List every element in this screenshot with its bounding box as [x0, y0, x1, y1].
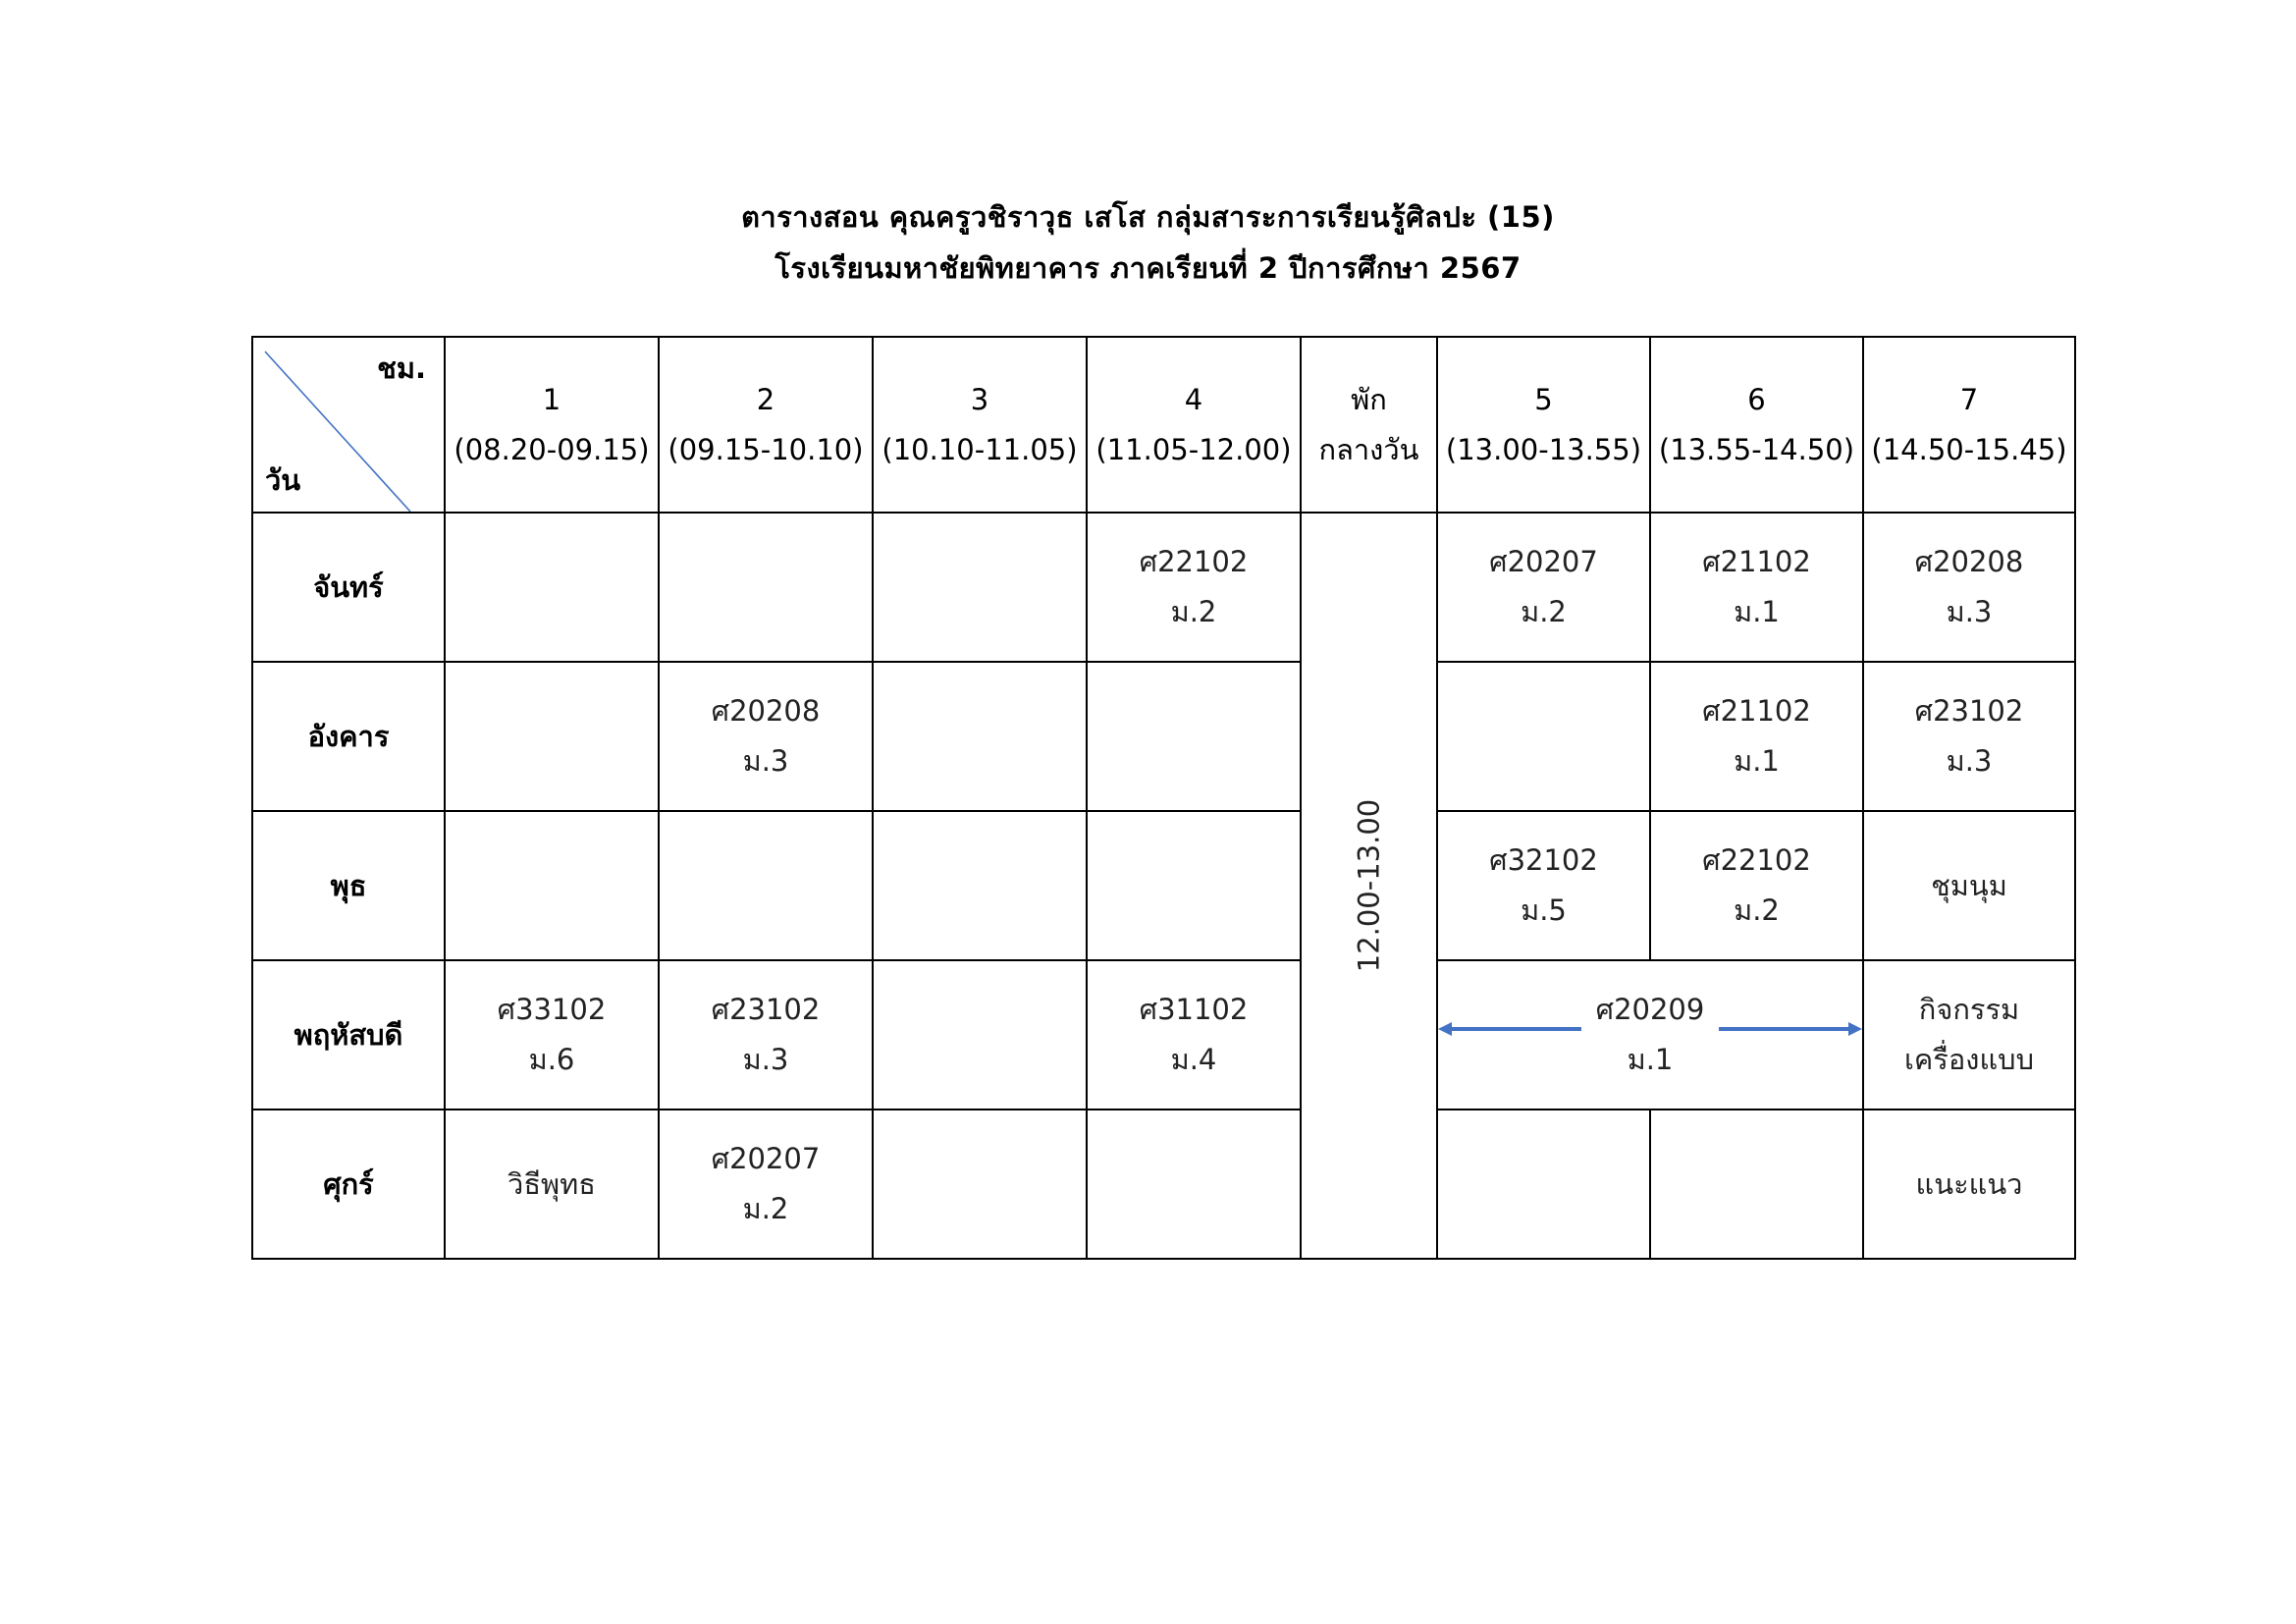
timetable — [251, 336, 2076, 1260]
left-arrow-icon — [1438, 1019, 1585, 1039]
slot-cell: วิธีพุทธ — [445, 1110, 659, 1259]
slot-cell — [659, 811, 873, 960]
right-arrow-icon — [1715, 1019, 1862, 1039]
period-header-lunch: พัก กลางวัน — [1301, 337, 1437, 513]
day-row-monday — [252, 513, 2075, 662]
slot-cell — [1087, 1110, 1301, 1259]
slot-cell: ศ23102 ม.3 — [1863, 662, 2075, 811]
lunch-break-cell — [1301, 513, 1437, 1259]
slot-cell: ศ32102 ม.5 — [1437, 811, 1650, 960]
slot-cell — [1437, 1110, 1650, 1259]
slot-cell: ศ33102 ม.6 — [445, 960, 659, 1110]
slot-cell — [1650, 1110, 1863, 1259]
period-header-3: 3 (10.10-11.05) — [873, 337, 1087, 513]
day-row-thursday — [252, 960, 2075, 1110]
slot-cell: ศ20207 ม.2 — [659, 1110, 873, 1259]
slot-cell: ศ20208 ม.3 — [1863, 513, 2075, 662]
slot-cell-double: ศ20209 ม.1 — [1437, 960, 1863, 1110]
slot-cell: ศ21102 ม.1 — [1650, 662, 1863, 811]
day-name: ศุกร์ — [252, 1110, 445, 1259]
slot-cell: ชุมนุม — [1863, 811, 2075, 960]
hour-label: ชม. — [377, 352, 426, 385]
slot-cell: ศ22102 ม.2 — [1650, 811, 1863, 960]
day-row-tuesday — [252, 662, 2075, 811]
day-name: พฤหัสบดี — [252, 960, 445, 1110]
period-header-1: 1 (08.20-09.15) — [445, 337, 659, 513]
slot-cell — [445, 662, 659, 811]
slot-cell — [873, 960, 1087, 1110]
slot-cell — [445, 811, 659, 960]
slot-cell — [1437, 662, 1650, 811]
slot-cell: ศ21102 ม.1 — [1650, 513, 1863, 662]
slot-cell: ศ22102 ม.2 — [1087, 513, 1301, 662]
lunch-time: 12.00-13.00 — [1352, 798, 1385, 973]
day-name: อังคาร — [252, 662, 445, 811]
header-row — [252, 337, 2075, 513]
title-line-1: ตารางสอน คุณครูวชิราวุธ เสโส กลุ่มสาระการเรียนรู้ศิลปะ (15) — [741, 200, 1555, 234]
day-name: จันทร์ — [252, 513, 445, 662]
slot-cell: กิจกรรม เครื่องแบบ — [1863, 960, 2075, 1110]
slot-cell — [873, 513, 1087, 662]
slot-cell — [873, 662, 1087, 811]
period-header-4: 4 (11.05-12.00) — [1087, 337, 1301, 513]
slot-cell: ศ23102 ม.3 — [659, 960, 873, 1110]
title-line-2: โรงเรียนมหาชัยพิทยาคาร ภาคเรียนที่ 2 ปีการศึกษา 2567 — [774, 251, 1522, 285]
period-header-2: 2 (09.15-10.10) — [659, 337, 873, 513]
slot-cell: แนะแนว — [1863, 1110, 2075, 1259]
slot-cell: ศ20207 ม.2 — [1437, 513, 1650, 662]
slot-cell — [873, 811, 1087, 960]
slot-cell — [1087, 662, 1301, 811]
slot-cell — [1087, 811, 1301, 960]
period-header-5: 5 (13.00-13.55) — [1437, 337, 1650, 513]
day-label: วัน — [265, 463, 301, 497]
slot-cell — [873, 1110, 1087, 1259]
day-name: พุธ — [252, 811, 445, 960]
day-row-wednesday — [252, 811, 2075, 960]
corner-cell — [252, 337, 445, 513]
slot-cell: ศ20208 ม.3 — [659, 662, 873, 811]
day-row-friday — [252, 1110, 2075, 1259]
period-header-6: 6 (13.55-14.50) — [1650, 337, 1863, 513]
slot-cell — [445, 513, 659, 662]
period-header-7: 7 (14.50-15.45) — [1863, 337, 2075, 513]
slot-cell — [659, 513, 873, 662]
slot-cell: ศ31102 ม.4 — [1087, 960, 1301, 1110]
